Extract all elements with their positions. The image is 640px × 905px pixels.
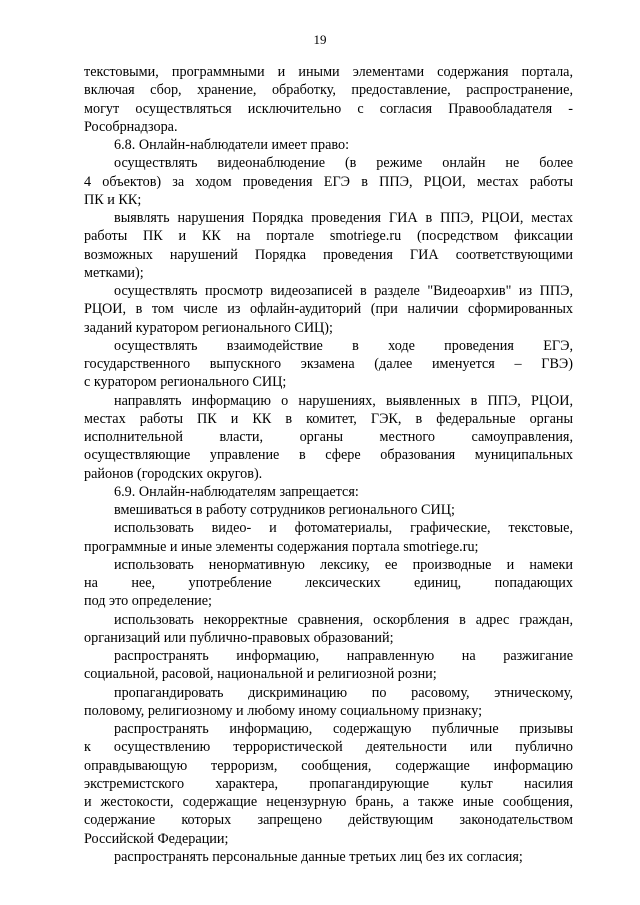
text-line: текстовыми, программными и иными элементами содержания портала, [84, 64, 573, 80]
text-line: РЦОИ, в том числе из офлайн-аудиторий (при наличии сформированных [84, 301, 573, 318]
text-line: выявлять нарушения Порядка проведения ГИА в ППЭ, РЦОИ, местах [114, 210, 573, 226]
document-body [84, 63, 573, 866]
text-line: распространять персональные данные третьих лиц без их согласия; [114, 848, 523, 865]
text-line: под это определение; [84, 593, 212, 610]
text-line: местах работы ПК и КК в комитет, ГЭК, в федеральные органы [84, 410, 573, 427]
text-line: вмешиваться в работу сотрудников регионального СИЦ; [114, 502, 455, 518]
text-line: могут осуществляться исключительно с согласия Правообладателя - [84, 100, 573, 117]
text-line: районов (городских округов). [84, 465, 263, 482]
text-line: ПК и КК; [84, 191, 142, 208]
text-line: 4 объектов) за ходом проведения ЕГЭ в ППЭ, РЦОИ, местах работы [84, 173, 573, 190]
text-line: распространять информацию, направленную на разжигание [114, 648, 573, 664]
text-line: распространять информацию, содержащую публичные призывы [114, 721, 573, 737]
text-line: экстремистского характера, пропагандирующие культ насилия [84, 775, 573, 792]
text-line: заданий куратором регионального СИЦ); [84, 319, 333, 336]
text-line: исполнительной власти, органы местного самоуправления, [84, 429, 573, 445]
text-line: государственного выпускного экзамена (далее именуется – ГВЭ) [84, 356, 573, 372]
text-line: направлять информацию о нарушениях, выявленных в ППЭ, РЦОИ, [114, 392, 573, 409]
text-line: осуществлять взаимодействие в ходе проведения ЕГЭ, [114, 337, 573, 354]
text-line: осуществлять просмотр видеозаписей в разделе "Видеоархив" из ППЭ, [114, 283, 573, 299]
text-line: метками); [84, 264, 144, 281]
text-line: Рособрнадзора. [84, 118, 178, 135]
text-line: осуществляющие управление в сфере образования муниципальных [84, 447, 573, 464]
text-line: к осуществлению террористической деятельности или публично [84, 739, 573, 756]
text-line: содержание которых запрещено действующим законодательством [84, 812, 573, 829]
text-line: использовать ненормативную лексику, ее производные и намеки [114, 556, 573, 573]
text-line: социальной, расовой, национальной и религиозной розни; [84, 666, 437, 683]
text-line: осуществлять видеонаблюдение (в режиме онлайн не более [114, 155, 573, 172]
text-line: возможных нарушений Порядка проведения ГИА соответствующими [84, 246, 573, 263]
page-number: 19 [313, 32, 327, 47]
text-line: пропагандировать дискриминацию по расовому, этническому, [114, 684, 573, 701]
text-line: с куратором регионального СИЦ; [84, 374, 287, 391]
text-line: использовать видео- и фотоматериалы, графические, текстовые, [114, 520, 573, 537]
text-line: оправдывающую терроризм, сообщения, содержащие информацию [84, 757, 573, 774]
text-line: работы ПК и КК на портале smotriege.ru (посредством фиксации [84, 228, 573, 245]
text-line: и жестокости, содержащие нецензурную брань, а также иные сообщения, [84, 794, 573, 810]
text-line: 6.8. Онлайн-наблюдатели имеет право: [114, 137, 350, 153]
text-line: программные и иные элементы содержания портала smotriege.ru; [84, 538, 479, 555]
text-line: на нее, употребление лексических единиц, попадающих [84, 575, 573, 591]
text-line: Российской Федерации; [84, 830, 229, 847]
text-line: половому, религиозному и любому иному социальному признаку; [84, 702, 483, 719]
text-line: 6.9. Онлайн-наблюдателям запрещается: [114, 483, 359, 500]
text-line: использовать некорректные сравнения, оскорбления в адрес граждан, [114, 611, 573, 628]
text-line: включая сбор, хранение, обработку, предоставление, распространение, [84, 82, 573, 99]
text-line: организаций или публично-правовых образований; [84, 629, 394, 646]
